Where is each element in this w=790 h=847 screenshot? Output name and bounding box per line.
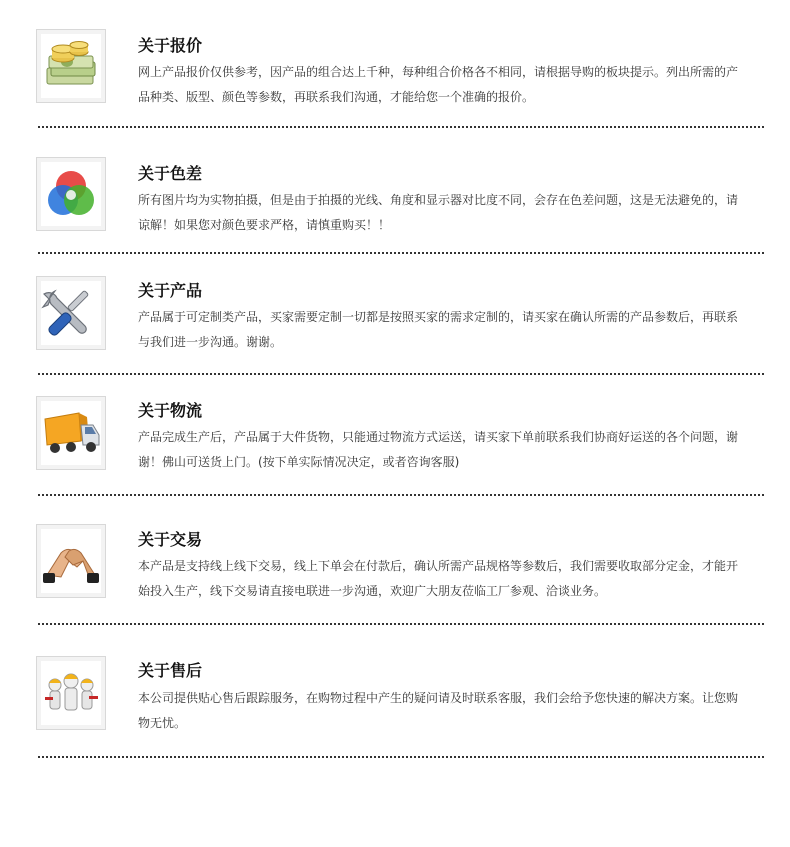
dotted-divider	[38, 373, 764, 375]
truck-icon	[41, 403, 101, 463]
dotted-divider	[38, 252, 764, 254]
section-title: 关于售后	[138, 661, 203, 680]
section-text: 产品完成生产后，产品属于大件货物，只能通过物流方式运送，请买家下单前联系我们协商好运送的各个问题，谢谢！佛山可送货上门。(按下单实际情况决定，或者咨询客服)	[138, 430, 739, 469]
section-title: 关于产品	[138, 281, 203, 300]
dotted-divider	[38, 623, 764, 625]
section-text: 所有图片均为实物拍摄，但是由于拍摄的光线、角度和显示器对比度不同，会存在色差问题，这是无法避免的，请谅解！如果您对颜色要求严格，请慎重购买！！	[138, 193, 739, 232]
thumb-frame	[36, 524, 106, 598]
section-title: 关于交易	[138, 530, 203, 549]
workers-icon	[41, 663, 101, 723]
thumb-frame	[36, 157, 106, 231]
thumb-frame	[36, 396, 106, 470]
section-title: 关于物流	[138, 401, 203, 420]
dotted-divider	[38, 494, 764, 496]
section-title: 关于报价	[138, 36, 203, 55]
section-title: 关于色差	[138, 164, 203, 183]
section-text: 产品属于可定制类产品，买家需要定制一切都是按照买家的需求定制的，请买家在确认所需的产品参数后，再联系与我们进一步沟通。谢谢。	[138, 310, 739, 349]
money-stack-icon	[41, 36, 101, 96]
handshake-icon	[41, 531, 101, 591]
dotted-divider	[38, 756, 764, 758]
dotted-divider	[38, 126, 764, 128]
section-text: 本公司提供贴心售后跟踪服务，在购物过程中产生的疑问请及时联系客服，我们会给予您快速的解决方案。让您购物无忧。	[138, 691, 739, 730]
section-text: 网上产品报价仅供参考，因产品的组合达上千种，每种组合价格各不相同，请根据导购的板块提示。列出所需的产品种类、版型、颜色等参数，再联系我们沟通，才能给您一个准确的报价。	[138, 65, 739, 104]
thumb-frame	[36, 29, 106, 103]
wrench-screwdriver-icon	[41, 283, 101, 343]
color-wheel-icon	[41, 164, 101, 224]
thumb-frame	[36, 276, 106, 350]
section-text: 本产品是支持线上线下交易，线上下单会在付款后，确认所需产品规格等参数后，我们需要收取部分定金，才能开始投入生产，线下交易请直接电联进一步沟通，欢迎广大朋友莅临工厂参观、洽谈业务。	[138, 559, 739, 598]
thumb-frame	[36, 656, 106, 730]
